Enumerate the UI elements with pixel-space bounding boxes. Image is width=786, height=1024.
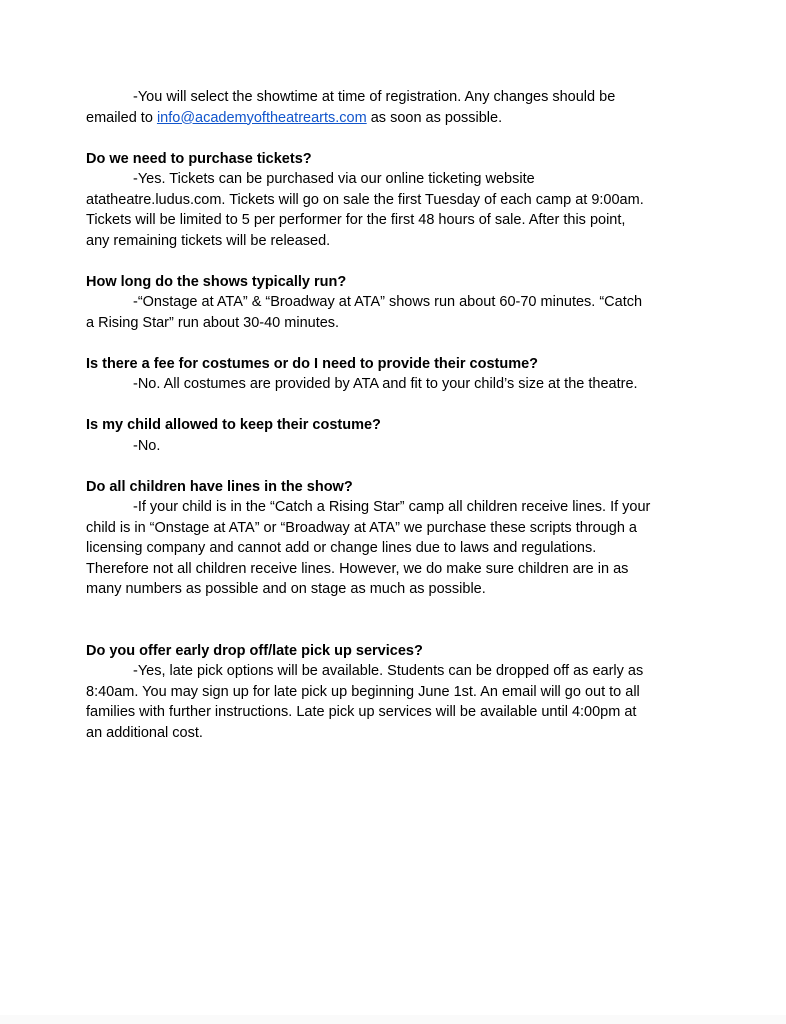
text-run: -Yes. Tickets can be purchased via our online ticketing website xyxy=(133,171,535,187)
text-run: an additional cost. xyxy=(86,724,203,741)
blank-line xyxy=(86,333,711,354)
text-run: -If your child is in the “Catch a Rising Star” camp all children receive lines. If your xyxy=(133,499,651,515)
faq-answer-paragraph xyxy=(86,497,711,600)
blank-line xyxy=(86,251,711,272)
text-run: many numbers as possible and on stage as much as possible. xyxy=(86,581,486,597)
text-run: as soon as possible. xyxy=(366,109,503,126)
faq-question: Do all children have lines in the show? xyxy=(86,478,353,495)
text-line xyxy=(86,518,711,539)
faq-question: Is my child allowed to keep their costume? xyxy=(86,417,381,433)
blank-line xyxy=(86,395,711,416)
text-run: 8:40am. You may sign up for late pick up beginning June 1st. An email will go out to all xyxy=(86,683,640,700)
text-line xyxy=(86,108,711,129)
text-run: -No. xyxy=(133,437,161,454)
text-line xyxy=(86,313,711,334)
text-line xyxy=(86,702,711,723)
blank-line xyxy=(86,600,711,641)
text-line xyxy=(86,723,711,744)
text-line xyxy=(86,292,711,313)
faq-answer-paragraph xyxy=(86,661,711,743)
text-run: a Rising Star” run about 30-40 minutes. xyxy=(86,314,340,331)
text-line xyxy=(86,190,711,211)
faq-content xyxy=(86,87,711,743)
faq-question: How long do the shows typically run? xyxy=(86,273,347,290)
text-line xyxy=(86,169,711,190)
text-run: any remaining tickets will be released. xyxy=(86,232,331,249)
text-run: -You will select the showtime at time of registration. Any changes should be xyxy=(133,89,616,105)
text-run: child is in “Onstage at ATA” or “Broadway at ATA” we purchase these scripts through a xyxy=(86,519,637,536)
text-line xyxy=(86,210,711,231)
text-run: -Yes, late pick options will be available. Students can be dropped off as early as xyxy=(133,663,644,679)
answer-continuation-paragraph xyxy=(86,87,711,128)
text-line xyxy=(86,559,711,580)
faq-question: Do we need to purchase tickets? xyxy=(86,150,312,167)
text-run: emailed to xyxy=(86,109,157,126)
text-run: families with further instructions. Late pick up services will be available until 4:00pm at xyxy=(86,704,637,720)
text-run: licensing company and cannot add or change lines due to laws and regulations. xyxy=(86,540,597,556)
text-line xyxy=(86,497,711,518)
faq-answer-paragraph xyxy=(86,374,711,395)
faq-question: Do you offer early drop off/late pick up services? xyxy=(86,642,423,659)
text-run: -No. All costumes are provided by ATA and fit to your child’s size at the theatre. xyxy=(133,376,638,392)
text-line xyxy=(86,231,711,252)
faq-answer-paragraph xyxy=(86,436,711,457)
text-line xyxy=(86,661,711,682)
text-run: atatheatre.ludus.com. Tickets will go on sale the first Tuesday of each camp at 9:00am. xyxy=(86,191,644,208)
text-line xyxy=(86,374,711,395)
page-bottom-edge xyxy=(0,1015,786,1024)
text-run: -“Onstage at ATA” & “Broadway at ATA” shows run about 60-70 minutes. “Catch xyxy=(133,294,643,310)
text-line xyxy=(86,682,711,703)
faq-question: Is there a fee for costumes or do I need to provide their costume? xyxy=(86,355,539,372)
faq-answer-paragraph xyxy=(86,292,711,333)
email-link[interactable]: info@academyoftheatrearts.com xyxy=(156,109,367,126)
text-line xyxy=(86,579,711,600)
text-line xyxy=(86,87,711,108)
blank-line xyxy=(86,128,711,149)
faq-answer-paragraph xyxy=(86,169,711,251)
text-line xyxy=(86,436,711,457)
blank-line xyxy=(86,456,711,477)
text-line xyxy=(86,538,711,559)
text-run: Therefore not all children receive lines. However, we do make sure children are in as xyxy=(86,560,629,577)
text-run: Tickets will be limited to 5 per performer for the first 48 hours of sale. After this point, xyxy=(86,212,626,228)
